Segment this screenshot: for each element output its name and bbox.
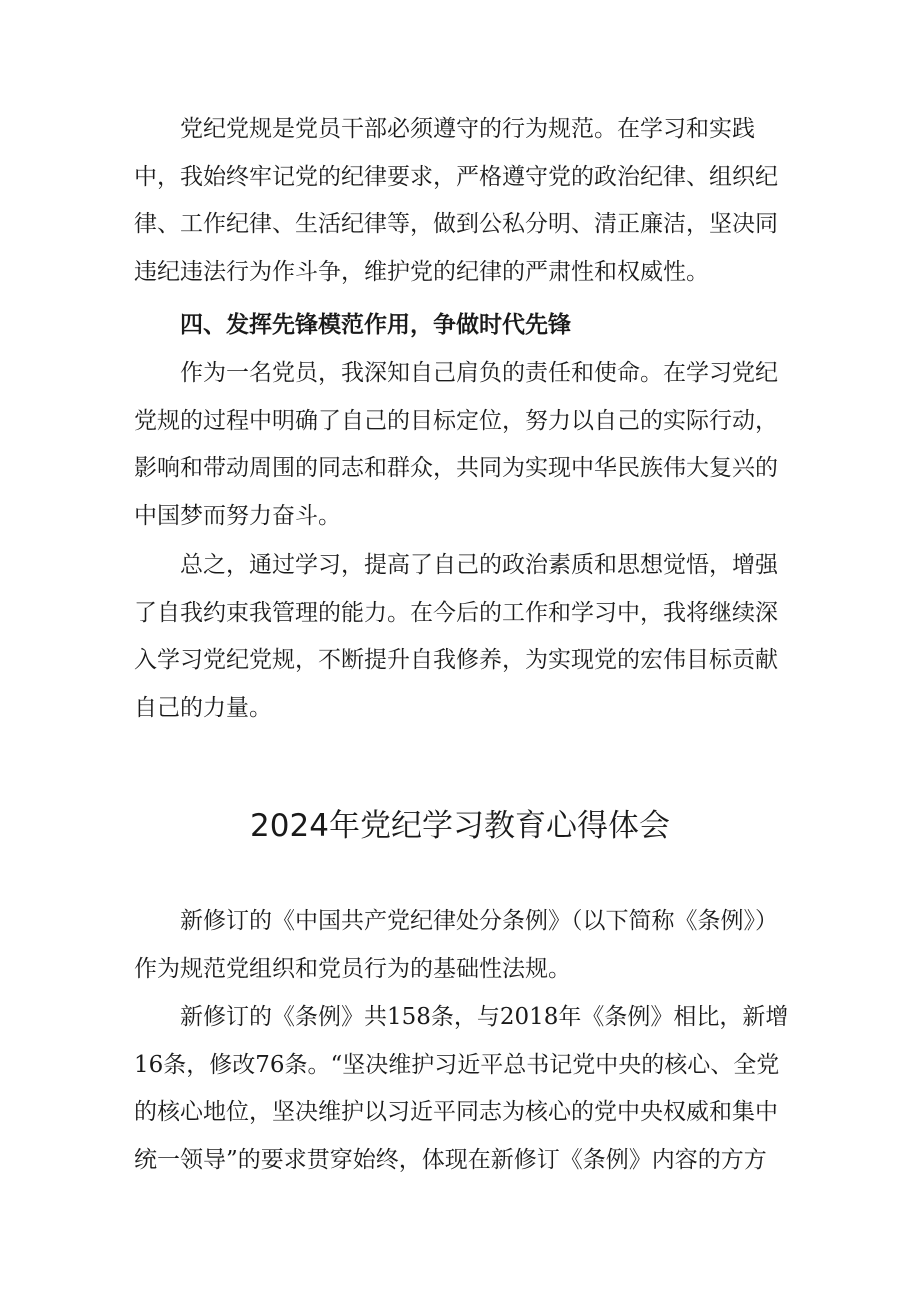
paragraph-responsibility: 作为一名党员，我深知自己肩负的责任和使命。在学习党纪党规的过程中明确了自己的目标定位，努力以自己的实际行动，影响和带动周围的同志和群众，共同为实现中华民族伟大复兴的中国梦而努力奋斗。 — [134, 360, 778, 530]
section-heading-vanguard: 四、发挥先锋模范作用，争做时代先锋 — [180, 312, 571, 338]
paragraph-party-discipline: 党纪党规是党员干部必须遵守的行为规范。在学习和实践中，我始终牢记党的纪律要求，严格遵守党的政治纪律、组织纪律、工作纪律、生活纪律等，做到公私分明、清正廉洁，坚决同违纪违法行为作斗争，维护党的纪律的严肃性和权威性。 — [134, 116, 778, 286]
paragraph-conclusion: 总之，通过学习，提高了自己的政治素质和思想觉悟，增强了自我约束我管理的能力。在今后的工作和学习中，我将继续深入学习党纪党规，不断提升自我修养，为实现党的宏伟目标贡献自己的力量。 — [134, 552, 778, 722]
paragraph-regulation-intro: 新修订的《中国共产党纪律处分条例》（以下简称《条例》）作为规范党组织和党员行为的基础性法规。 — [134, 908, 778, 982]
article-title: 2024年党纪学习教育心得体会 — [250, 808, 670, 844]
paragraph-regulation-stats: 新修订的《条例》共158条，与2018年《条例》相比，新增16条，修改76条。“坚决维护习近平总书记党中央的核心、全党的核心地位，坚决维护以习近平同志为核心的党中央权威和集中统一领导”的要求贯穿始终，体现在新修订《条例》内容的方方 — [134, 1004, 789, 1174]
